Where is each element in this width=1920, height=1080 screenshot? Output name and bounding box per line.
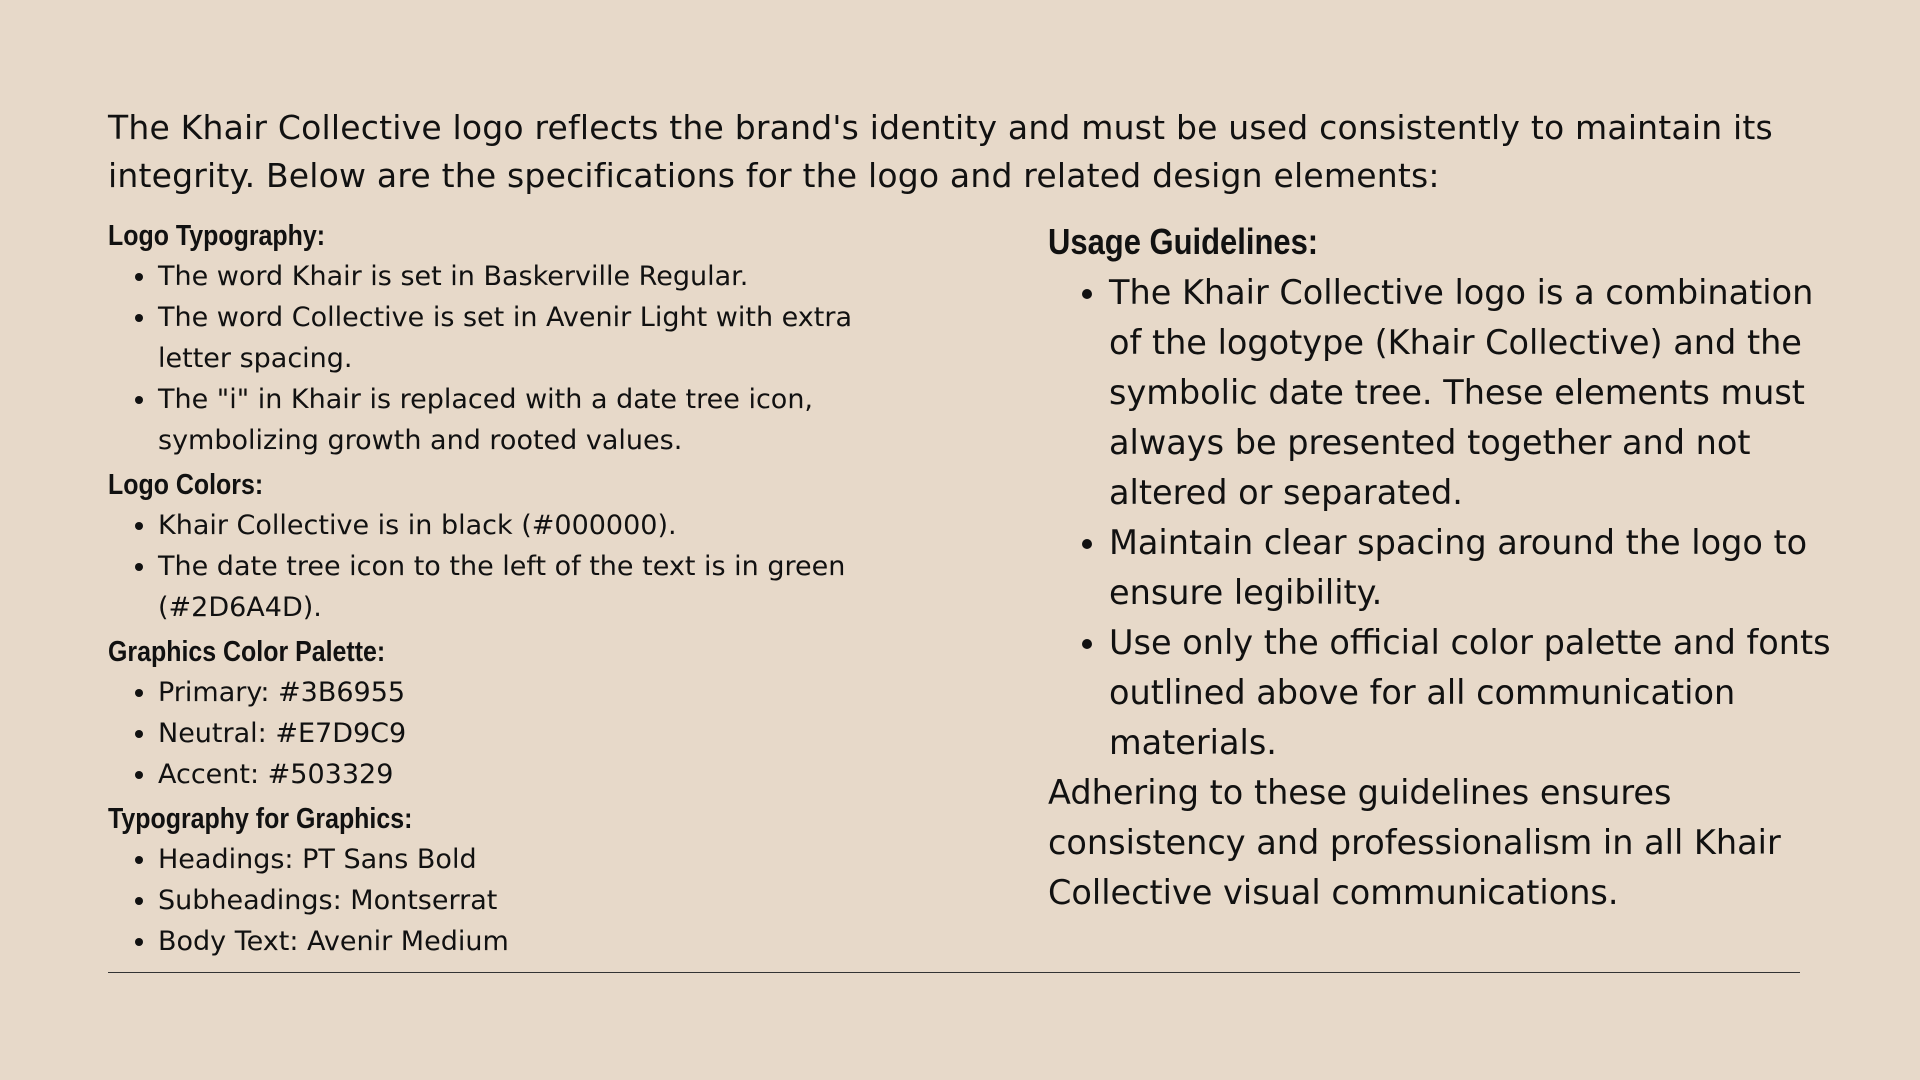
section-heading-color-palette: Graphics Color Palette: [108,636,386,668]
intro-paragraph: The Khair Collective logo reflects the brand's identity and must be used consistently to maintain its integrity. Below are the specifications for the logo and related design elements: [108,108,1773,195]
section-heading-graphics-typography: Typography for Graphics: [108,803,413,835]
list-item: • Accent: #503329 [158,754,898,795]
list-item: • Maintain clear spacing around the logo to ensure legibility. [1109,518,1838,618]
list-item: • Subheadings: Montserrat [158,880,898,921]
list-item: • The Khair Collective logo is a combination of the logotype (Khair Collective) and the symbolic date tree. These elements must always be presented together and not altered or separated. [1109,268,1838,518]
section-heading-logo-colors: Logo Colors: [108,469,264,501]
list-item: • The word Collective is set in Avenir Light with extra letter spacing. [158,297,898,379]
logo-specifications [108,216,898,966]
graphics-typography-list [108,839,898,962]
logo-typography-list [108,256,898,461]
list-item: • Use only the official color palette and fonts outlined above for all communication materials. [1109,618,1838,768]
horizontal-divider [108,972,1800,973]
list-item: • Headings: PT Sans Bold [158,839,898,880]
logo-colors-list [108,505,898,628]
usage-guidelines-heading: Usage Guidelines: [1048,221,1319,262]
closing-paragraph: Adhering to these guidelines ensures consistency and professionalism in all Khair Collective visual communications. [1048,773,1781,912]
list-item: • Neutral: #E7D9C9 [158,713,898,754]
list-item: • The word Khair is set in Baskerville Regular. [158,256,898,297]
list-item: • Khair Collective is in black (#000000). [158,505,898,546]
list-item: • The "i" in Khair is replaced with a date tree icon, symbolizing growth and rooted values. [158,379,898,461]
list-item: • Body Text: Avenir Medium [158,921,898,962]
list-item: • The date tree icon to the left of the text is in green (#2D6A4D). [158,546,898,628]
color-palette-list [108,672,898,795]
section-heading-logo-typography: Logo Typography: [108,220,326,252]
usage-guidelines-list [1048,268,1838,768]
list-item: • Primary: #3B6955 [158,672,898,713]
usage-guidelines [1048,218,1838,918]
